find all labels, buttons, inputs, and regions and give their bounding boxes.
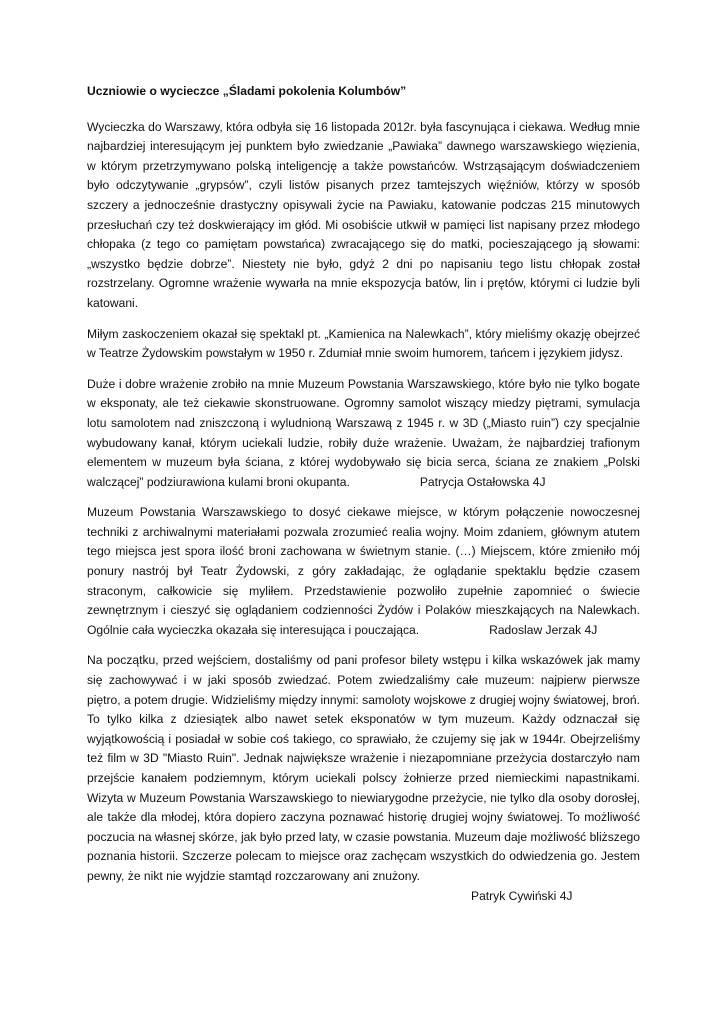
author-signature: Patryk Cywiński 4J <box>471 888 573 903</box>
paragraph-text: Na początku, przed wejściem, dostaliśmy od pani profesor bilety wstępu i kilka wskazówek jak mamy się zachowywać i w jaki sposób zwiedzać. Potem zwiedzaliśmy całe muzeum: najpierw pierwsze piętro, a potem drugie. Widzieliśmy między innymi: samoloty wojskowe z drugiej wojny światowej, broń. To tylko kilka z dziesiątek albo nawet setek eksponatów w tym muzeum. Każdy odznaczał się wyjątkowością i posiadał w sobie coś takiego, co sprawiało, że czujemy się jak w 1944r. Obejrzeliśmy też film w 3D "Miasto Ruin". Jednak największe wrażenie i niezapomniane przeżycia dostarczyło nam przejście kanałem podziemnym, którym uciekali polscy żołnierze przed niemieckimi napastnikami. Wizyta w Muzeum Powstania Warszawskiego to niewiarygodne przeżycie, nie tylko dla osoby dorosłej, ale także dla młodej, która dopiero zaczyna poznawać historię drugiej wojny światowej. To możliwość poczucia na własnej skórze, jak było przed laty, w czasie powstania. Muzeum daje możliwość bliższego poznania historii. Szczerze polecam to miejsce oraz zachęcam wszystkich do odwiedzenia go. Jestem pewny, że nikt nie wyjdzie stamtąd rozczarowany ani znużony. <box>87 653 640 883</box>
paragraph-museum-ostalowska <box>87 375 640 493</box>
document-page <box>87 82 640 917</box>
paragraph-pawiak: Wycieczka do Warszawy, która odbyła się 16 listopada 2012r. była fascynująca i ciekawa. Według mnie najbardziej interesującym jej punktem było zwiedzanie „Pawiaka” dawnego warszawskiego więzienia, w którym przetrzymywano polską inteligencję a także powstańców. Wstrząsającym doświadczeniem było odczytywanie „grypsów”, czyli listów pisanych przez tamtejszych więźniów, którzy w sposób szczery a jednocześnie drastyczny opisywali życie na Pawiaku, katowanie podczas 215 minutowych przesłuchań czy też doskwierający im głód. Mi osobiście utkwił w pamięci list napisany przez młodego chłopaka (z tego co pamiętam powstańca) zwracającego się do matki, pocieszającego ją słowami: „wszystko będzie dobrze”. Niestety nie było, gdyż 2 dni po napisaniu tego listu chłopak został rozstrzelany. Ogromne wrażenie wywarła na mnie ekspozycja batów, lin i prętów, którymi ci ludzie byli katowani. <box>87 119 640 310</box>
paragraph-museum-cywinski <box>87 651 640 906</box>
document-title: Uczniowie o wycieczce „Śladami pokolenia Kolumbów” <box>87 84 407 98</box>
paragraph-text: Duże i dobre wrażenie zrobiło na mnie Muzeum Powstania Warszawskiego, które było nie tylko bogate w eksponaty, ale też ciekawie skonstruowane. Ogromny samolot wiszący miedzy piętrami, symulacja lotu samolotem nad zniszczoną i wyludnioną Warszawą z 1945 r. w 3D („Miasto ruin”) czy specjalnie wybudowany kanał, którym uciekali ludzie, robiły duże wrażenie. Uważam, że najbardziej trafionym elementem w muzeum była ściana, z której wydobywało się bicia serca, ściana ze znakiem „Polski walczącej” podziurawiona kulami broni okupanta. <box>87 376 640 489</box>
author-signature: Patrycja Ostałowska 4J <box>419 474 546 489</box>
paragraph-theatre: Miłym zaskoczeniem okazał się spektakl pt. „Kamienica na Nalewkach”, który mieliśmy okazję obejrzeć w Teatrze Żydowskim powstałym w 1950 r. Zdumiał mnie swoim humorem, tańcem i językiem jidysz. <box>87 326 640 361</box>
paragraph-text: Muzeum Powstania Warszawskiego to dosyć ciekawe miejsce, w którym połączenie nowoczesnej techniki z archiwalnymi materiałami pozwala zrozumieć realia wojny. Moim zdaniem, głównym atutem tego miejsca jest spora ilość broni zachowana w świetnym stanie. (…) Miejscem, które zmieniło mój ponury nastrój był Teatr Żydowski, z góry zakładając, że oglądanie spektaklu będzie czasem straconym, całkowicie się myliłem. Przedstawienie pozwoliło zupełnie zapomnieć o świecie zewnętrznym i cieszyć się oglądaniem codzienności Żydów i Polaków mieszkających na Nalewkach. Ogólnie cała wycieczka okazała się interesująca i pouczająca. <box>87 505 640 637</box>
paragraph-museum-jerzak <box>87 503 640 640</box>
author-signature: Radoslaw Jerzak 4J <box>489 622 598 637</box>
